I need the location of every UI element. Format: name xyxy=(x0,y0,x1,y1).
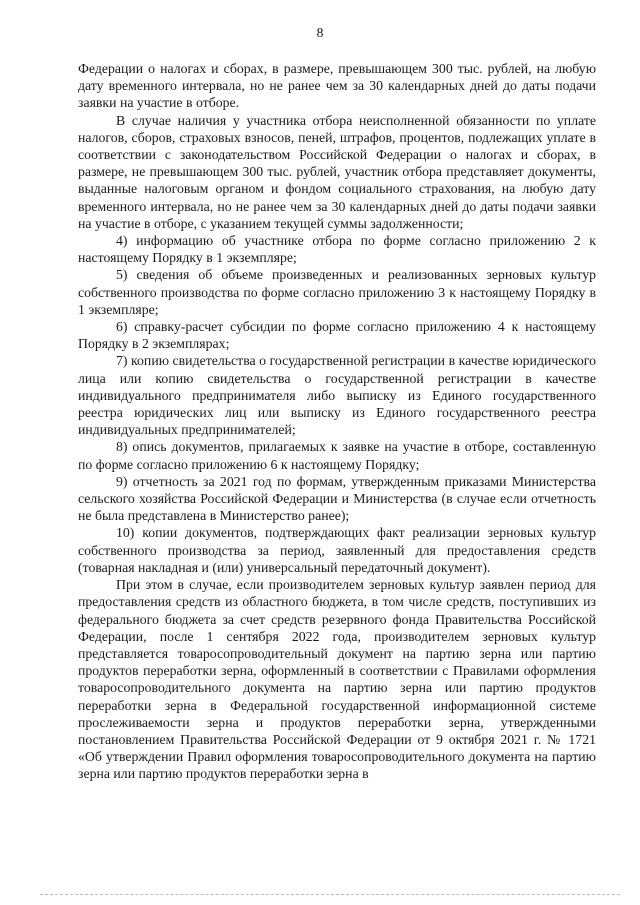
scan-footer-line xyxy=(40,894,620,895)
page-number: 8 xyxy=(316,25,324,40)
list-item-4: 4) информацию об участнике отбора по форме согласно приложению 2 к настоящему Порядку в 1 экземпляре; xyxy=(78,233,596,266)
document-body xyxy=(78,60,596,783)
list-item-5: 5) сведения об объеме произведенных и реализованных зерновых культур собственного производства по форме согласно приложению 3 к настоящему Порядку в 1 экземпляре; xyxy=(78,267,596,317)
paragraph-grain-documents: При этом в случае, если производителем зерновых культур заявлен период для предоставления средств из областного бюджета, в том числе средств, поступивших из федерального бюджета за счет средств резервного фонда Правительства Российской Федерации, после 1 сентября 2022 года, производителем зерновых культур представляется товаросопроводительный документ на партию зерна или партию продуктов переработки зерна, оформленный в соответствии с Правилами оформления товаросопроводительного документа на партию зерна или партию продуктов переработки зерна в Федеральной государственной информационной системе прослеживаемости зерна и продуктов переработки зерна, утвержденными постановлением Правительства Российской Федерации от 9 октября 2021 г. № 1721 «Об утверждении Правил оформления товаросопроводительного документа на партию зерна или партию продуктов переработки зерна в xyxy=(78,577,596,782)
list-item-9: 9) отчетность за 2021 год по формам, утвержденным приказами Министерства сельского хозяйства Российской Федерации и Министерства (в случае если отчетность не была представлена в Министерство ранее); xyxy=(78,473,596,524)
paragraph-continuation: Федерации о налогах и сборах, в размере, превышающем 300 тыс. рублей, на любую дату временного интервала, но не ранее чем за 30 календарных дней до даты подачи заявки на участие в отборе. xyxy=(78,61,596,111)
paragraph-tax-debt: В случае наличия у участника отбора неисполненной обязанности по уплате налогов, сборов, страховых взносов, пеней, штрафов, процентов, подлежащих уплате в соответствии с законодательством Российской Федерации о налогах и сборах, в размере, не превышающем 300 тыс. рублей, участник отбора представляет документы, выданные налоговым органом и фондом социального страхования, на любую дату временного интервала, но не ранее чем за 30 календарных дней до даты подачи заявки на участие в отборе, с указанием текущей суммы задолженности; xyxy=(78,112,596,231)
list-item-10: 10) копии документов, подтверждающих факт реализации зерновых культур собственного производства за период, заявленный для предоставления средств (товарная накладная и (или) универсальный передаточный документ). xyxy=(78,525,596,575)
list-item-6: 6) справку-расчет субсидии по форме согласно приложению 4 к настоящему Порядку в 2 экземплярах; xyxy=(78,319,596,352)
list-item-8: 8) опись документов, прилагаемых к заявке на участие в отборе, составленную по форме согласно приложению 6 к настоящему Порядку; xyxy=(78,439,596,472)
list-item-7: 7) копию свидетельства о государственной регистрации в качестве юридического лица или копию свидетельства о государственной регистрации в качестве индивидуального предпринимателя либо выписку из Единого государственного реестра юридических лиц или выписку из Единого государственного реестра индивидуальных предпринимателей; xyxy=(78,353,596,438)
